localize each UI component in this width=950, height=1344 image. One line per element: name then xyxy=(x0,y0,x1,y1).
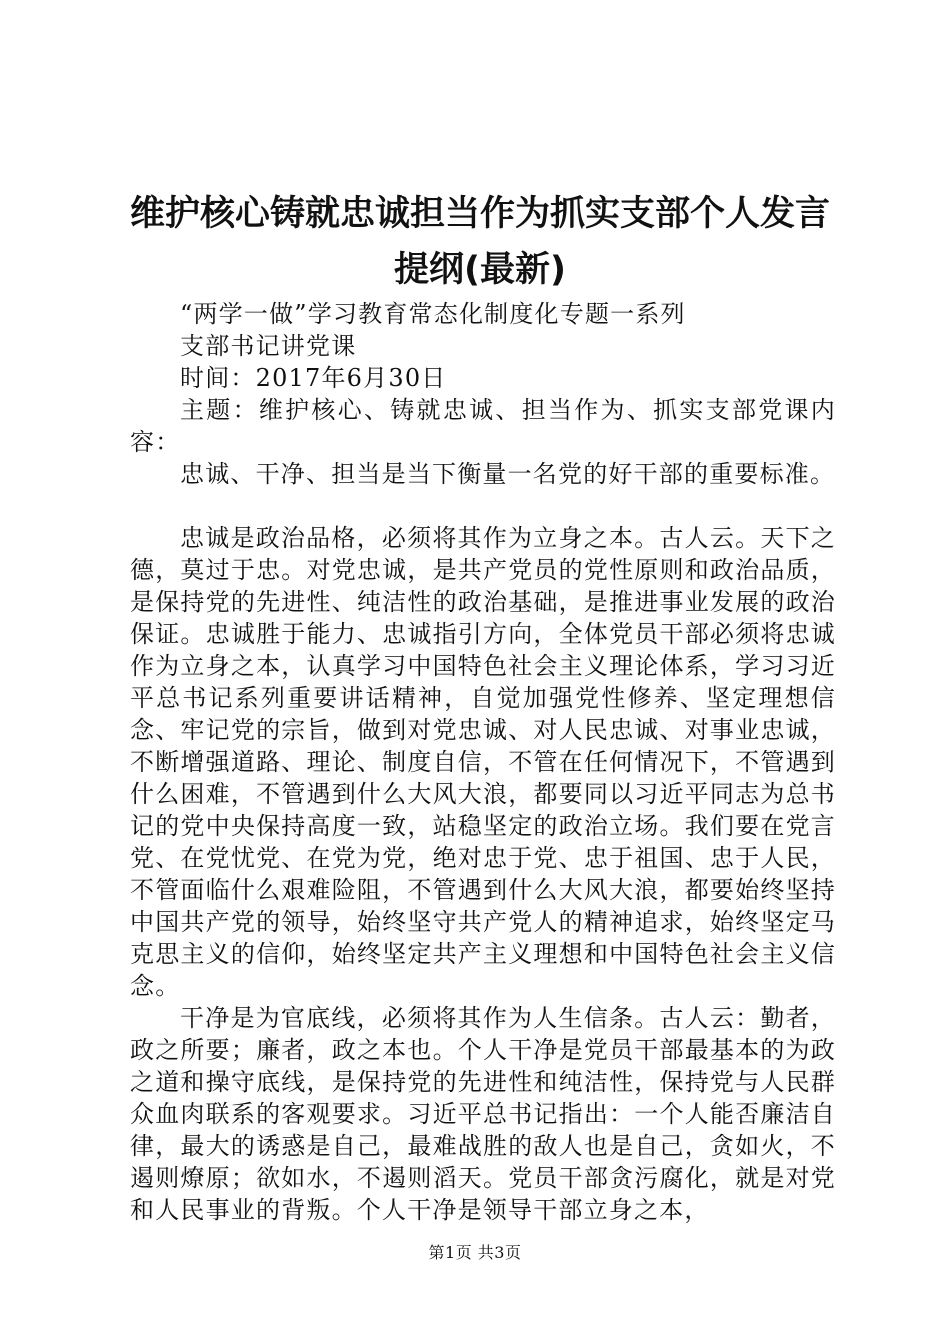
document-body xyxy=(130,298,836,1226)
loyalty-paragraph: 忠诚是政治品格，必须将其作为立身之本。古人云。天下之德，莫过于忠。对党忠诚，是共产党员的党性原则和政治品质，是保持党的先进性、纯洁性的政治基础，是推进事业发展的政治保证。忠诚胜于能力、忠诚指引方向，全体党员干部必须将忠诚作为立身之本，认真学习中国特色社会主义理论体系，学习习近平总书记系列重要讲话精神，自觉加强党性修养、坚定理想信念、牢记党的宗旨，做到对党忠诚、对人民忠诚、对事业忠诚，不断增强道路、理论、制度自信，不管在任何情况下，不管遇到什么困难，不管遇到什么大风大浪，都要同以习近平同志为总书记的党中央保持高度一致，站稳坚定的政治立场。我们要在党言党、在党忧党、在党为党，绝对忠于党、忠于祖国、忠于人民，不管面临什么艰难险阻，不管遇到什么大风大浪，都要始终坚持中国共产党的领导，始终坚守共产党人的精神追求，始终坚定马克思主义的信仰，始终坚定共产主义理想和中国特色社会主义信念。 xyxy=(130,524,836,1000)
course-label: 支部书记讲党课 xyxy=(180,332,357,360)
theme-line: 主题：维护核心、铸就忠诚、担当作为、抓实支部党课内容： xyxy=(130,396,836,456)
intro-paragraph: 忠诚、干净、担当是当下衡量一名党的好干部的重要标准。 xyxy=(180,460,836,488)
document-title xyxy=(120,186,840,298)
subtitle: “两学一做”学习教育常态化制度化专题一系列 xyxy=(180,300,686,328)
clean-paragraph: 干净是为官底线，必须将其作为人生信条。古人云：勤者，政之所要；廉者，政之本也。个人干净是党员干部最基本的为政之道和操守底线，是保持党的先进性和纯洁性，保持党与人民群众血肉联系的客观要求。习近平总书记指出：一个人能否廉洁自律，最大的诱惑是自己，最难战胜的敌人也是自己，贪如火，不遏则燎原；欲如水，不遏则滔天。党员干部贪污腐化，就是对党和人民事业的背叛。个人干净是领导干部立身之本， xyxy=(130,1004,836,1224)
title-line-2: 提纲(最新) xyxy=(394,250,566,290)
time-line: 时间：2017年6月30日 xyxy=(180,364,447,392)
title-line-1: 维护核心铸就忠诚担当作为抓实支部个人发言 xyxy=(129,194,830,234)
page-footer: 第1页 共3页 xyxy=(428,1243,522,1262)
